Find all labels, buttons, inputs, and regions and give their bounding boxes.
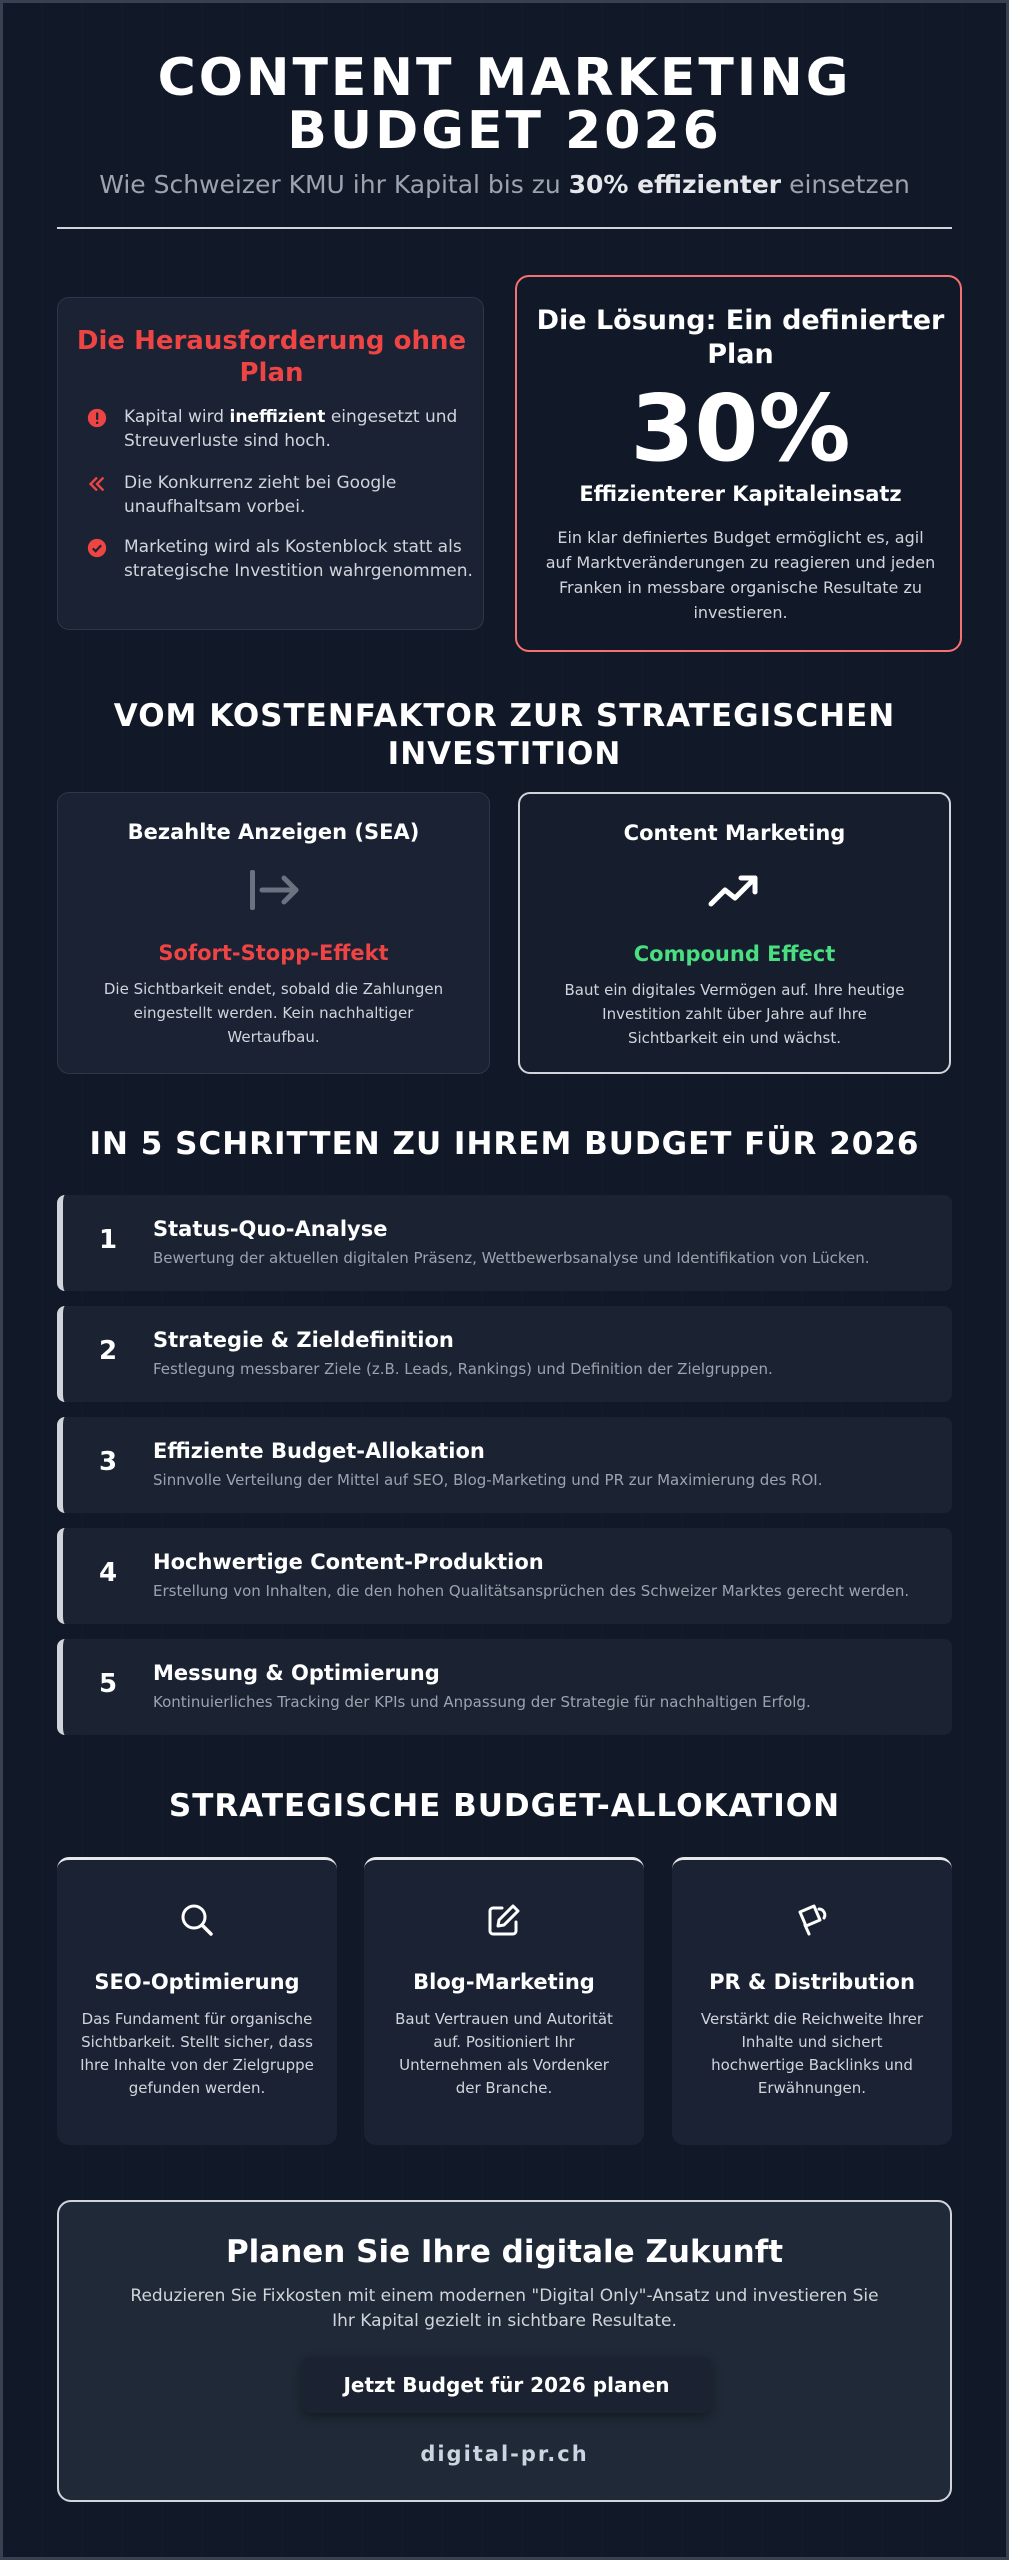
- check-circle-icon: [86, 537, 108, 559]
- comparison-heading: VOM KOSTENFAKTOR ZUR STRATEGISCHEN INVESTITION: [113, 698, 896, 772]
- allocation-card-description: Baut Vertrauen und Autorität auf. Positioniert Ihr Unternehmen als Vordenker der Branche.: [395, 2010, 613, 2097]
- step-number: 4: [99, 1558, 118, 1588]
- step-title: Strategie & Zieldefinition: [153, 1328, 454, 1352]
- allocation-card-title: SEO-Optimierung: [94, 1970, 300, 1994]
- step-item: [57, 1639, 952, 1735]
- comparison-card-effect: Compound Effect: [633, 942, 836, 966]
- page-subtitle: [57, 170, 952, 199]
- allocation-card-pr: [672, 1857, 952, 2145]
- allocation-card-title: Blog-Marketing: [413, 1970, 595, 1994]
- step-title: Status-Quo-Analyse: [153, 1217, 388, 1241]
- subtitle-bold: 30% effizienter: [568, 170, 782, 199]
- solution-description: Ein klar definiertes Budget ermöglicht es, agil auf Marktveränderungen zu reagieren und jeden Franken in messbare organische Resultate zu investieren.: [545, 528, 936, 622]
- step-description: Kontinuierliches Tracking der KPIs und Anpassung der Strategie für nachhaltigen Erfolg.: [153, 1693, 811, 1711]
- alert-circle-icon: [86, 407, 108, 429]
- challenge-title: Die Herausforderung ohne Plan: [76, 326, 467, 388]
- step-description: Erstellung von Inhalten, die den hohen Qualitätsansprüchen des Schweizer Marktes gerecht werden.: [153, 1582, 910, 1600]
- step-number: 3: [99, 1447, 118, 1477]
- title-line-2: BUDGET 2026: [287, 101, 722, 161]
- step-description: Sinnvolle Verteilung der Mittel auf SEO, Blog-Marketing und PR zur Maximierung des ROI.: [153, 1471, 823, 1489]
- cta-description: Reduzieren Sie Fixkosten mit einem modernen "Digital Only"-Ansatz und investieren Sie Ihr Kapital gezielt in sichtbare Resultate.: [130, 2286, 879, 2331]
- allocation-card-title: PR & Distribution: [709, 1970, 915, 1994]
- step-item: [57, 1306, 952, 1402]
- challenge-card: [57, 297, 484, 630]
- allocation-heading: STRATEGISCHE BUDGET-ALLOKATION: [168, 1788, 841, 1824]
- allocation-card-blog: [364, 1857, 644, 2145]
- step-item: [57, 1417, 952, 1513]
- challenge-item-text-bold: ineffizient: [229, 407, 326, 427]
- allocation-card-description: Verstärkt die Reichweite Ihrer Inhalte und sichert hochwertige Backlinks und Erwähnungen.: [700, 2010, 924, 2097]
- allocation-card-seo: [57, 1857, 337, 2145]
- step-number: 1: [99, 1225, 118, 1255]
- challenge-item-text: [124, 405, 474, 453]
- challenge-item-text: Marketing wird als Kostenblock statt als strategische Investition wahrgenommen.: [124, 537, 473, 581]
- comparison-card-description: Baut ein digitales Vermögen auf. Ihre heutige Investition zahlt über Jahre auf Ihre Sichtbarkeit ein und wächst.: [564, 981, 905, 1047]
- stop-arrow-icon: [244, 865, 304, 915]
- comparison-card-content: [518, 792, 951, 1074]
- step-title: Hochwertige Content-Produktion: [153, 1550, 544, 1574]
- cta-domain-link[interactable]: digital-pr.ch: [420, 2442, 589, 2466]
- solution-big-value: 30%: [630, 375, 851, 482]
- subtitle-pre: Wie Schweizer KMU ihr Kapital bis zu: [99, 170, 569, 199]
- comparison-card-description: Die Sichtbarkeit endet, sobald die Zahlungen eingestellt werden. Kein nachhaltiger Wertaufbau.: [103, 980, 444, 1046]
- step-title: Effiziente Budget-Allokation: [153, 1439, 485, 1463]
- step-number: 5: [99, 1669, 118, 1699]
- step-description: Bewertung der aktuellen digitalen Präsenz, Wettbewerbsanalyse und Identifikation von Lücken.: [153, 1249, 870, 1267]
- steps-heading: IN 5 SCHRITTEN ZU IHREM BUDGET FÜR 2026: [89, 1126, 920, 1162]
- comparison-card-sea: [57, 792, 490, 1074]
- plan-budget-button[interactable]: Jetzt Budget für 2026 planen: [302, 2357, 711, 2413]
- allocation-card-description: Das Fundament für organische Sichtbarkeit. Stellt sicher, dass Ihre Inhalte von der Zielgruppe gefunden werden.: [80, 2010, 314, 2097]
- page-title: [57, 48, 952, 161]
- cta-card: [57, 2200, 952, 2502]
- trending-up-icon: [705, 866, 765, 916]
- subtitle-post: einsetzen: [781, 170, 910, 199]
- solution-title: Die Lösung: Ein definierter Plan: [536, 305, 945, 370]
- header-divider: [57, 227, 952, 229]
- comparison-card-effect: Sofort-Stopp-Effekt: [158, 941, 389, 965]
- solution-subtitle: Effizienterer Kapitaleinsatz: [579, 482, 902, 506]
- step-number: 2: [99, 1336, 118, 1366]
- chevrons-left-icon: [86, 473, 108, 495]
- step-title: Messung & Optimierung: [153, 1661, 440, 1685]
- step-item: [57, 1528, 952, 1624]
- challenge-item-text: Die Konkurrenz zieht bei Google unaufhaltsam vorbei.: [124, 473, 397, 517]
- step-description: Festlegung messbarer Ziele (z.B. Leads, Rankings) und Definition der Zielgruppen.: [153, 1360, 773, 1378]
- cta-title: Planen Sie Ihre digitale Zukunft: [225, 2234, 784, 2270]
- challenge-item-text-pre: Kapital wird: [124, 407, 230, 427]
- solution-card: [515, 275, 962, 652]
- title-line-1: CONTENT MARKETING: [157, 48, 852, 108]
- challenge-item-text-post: eingesetzt und Streuverluste sind hoch.: [124, 407, 458, 451]
- comparison-card-title: Content Marketing: [623, 821, 846, 845]
- comparison-card-title: Bezahlte Anzeigen (SEA): [127, 820, 420, 844]
- megaphone-icon: [792, 1900, 832, 1940]
- search-icon: [177, 1900, 217, 1940]
- step-item: [57, 1195, 952, 1291]
- edit-icon: [484, 1900, 524, 1940]
